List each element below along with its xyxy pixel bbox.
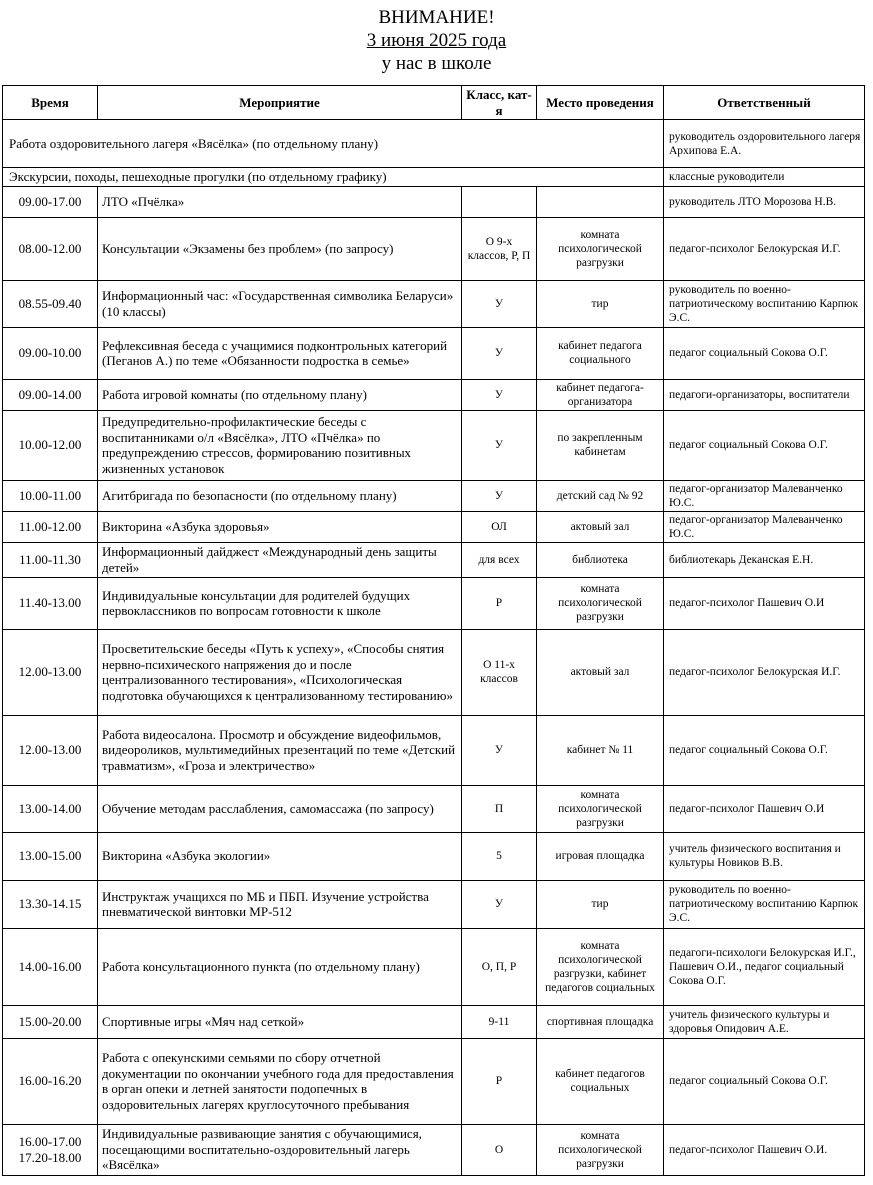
responsible-cell: педагог-психолог Пашевич О.И bbox=[664, 785, 865, 832]
class-cell: У bbox=[462, 480, 537, 511]
table-row bbox=[3, 280, 865, 327]
column-header-event: Мероприятие bbox=[98, 86, 462, 120]
place-cell: актовый зал bbox=[537, 511, 664, 542]
table-row bbox=[3, 928, 865, 1005]
responsible-cell: учитель физического культуры и здоровья Опидович А.Е. bbox=[664, 1005, 865, 1038]
time-cell: 13.00-15.00 bbox=[3, 832, 98, 880]
table-row bbox=[3, 785, 865, 832]
event-cell: Просветительские беседы «Путь к успеху», «Способы снятия нервно-психического напряжения до и после централизованного тестирования», «Психологическая подготовка обучающихся к централизованному тестированию» bbox=[98, 629, 462, 715]
full-row-text: Работа оздоровительного лагеря «Вясёлка» (по отдельному плану) bbox=[3, 120, 664, 168]
event-cell: Инструктаж учащихся по МБ и ПБП. Изучение устройства пневматической винтовки МР-512 bbox=[98, 880, 462, 928]
place-cell: комната психологической разгрузки bbox=[537, 785, 664, 832]
table-row bbox=[3, 880, 865, 928]
responsible-cell: педагог социальный Сокова О.Г. bbox=[664, 715, 865, 785]
event-date: 3 июня 2025 года bbox=[366, 30, 507, 51]
table-row bbox=[3, 327, 865, 379]
class-cell: для всех bbox=[462, 542, 537, 577]
page-subtitle: у нас в школе bbox=[381, 53, 492, 74]
event-cell: Предупредительно-профилактические беседы с воспитанниками о/л «Вясёлка», ЛТО «Пчёлка» по предупреждению стрессов, формированию позитивных жизненных установок bbox=[98, 410, 462, 480]
place-cell: актовый зал bbox=[537, 629, 664, 715]
schedule-table bbox=[2, 85, 865, 1176]
time-cell: 13.30-14.15 bbox=[3, 880, 98, 928]
class-cell: О 9-х классов, Р, П bbox=[462, 217, 537, 280]
time-cell: 16.00-17.00 17.20-18.00 bbox=[3, 1124, 98, 1175]
class-cell: У bbox=[462, 880, 537, 928]
table-row bbox=[3, 629, 865, 715]
responsible-cell: руководитель по военно-патриотическому воспитанию Карпюк Э.С. bbox=[664, 880, 865, 928]
responsible-cell: педагог-психолог Пашевич О.И bbox=[664, 577, 865, 629]
event-cell: Индивидуальные развивающие занятия с обучающимися, посещающими воспитательно-оздоровительный лагерь «Вясёлка» bbox=[98, 1124, 462, 1175]
table-row bbox=[3, 217, 865, 280]
time-cell: 09.00-14.00 bbox=[3, 379, 98, 410]
time-cell: 12.00-13.00 bbox=[3, 629, 98, 715]
class-cell: О 11-х классов bbox=[462, 629, 537, 715]
event-cell: Работа консультационного пункта (по отдельному плану) bbox=[98, 928, 462, 1005]
column-header-place: Место проведения bbox=[537, 86, 664, 120]
responsible-cell: педагог-психолог Белокурская И.Г. bbox=[664, 217, 865, 280]
table-row bbox=[3, 511, 865, 542]
place-cell: детский сад № 92 bbox=[537, 480, 664, 511]
responsible-cell: руководитель по военно-патриотическому воспитанию Карпюк Э.С. bbox=[664, 280, 865, 327]
event-cell: Индивидуальные консультации для родителей будущих первоклассников по вопросам готовности к школе bbox=[98, 577, 462, 629]
event-cell: Викторина «Азбука экологии» bbox=[98, 832, 462, 880]
time-cell: 08.55-09.40 bbox=[3, 280, 98, 327]
table-row bbox=[3, 186, 865, 217]
class-cell: О bbox=[462, 1124, 537, 1175]
full-row-text: Экскурсии, походы, пешеходные прогулки (по отдельному графику) bbox=[3, 168, 664, 187]
time-cell: 09.00-17.00 bbox=[3, 186, 98, 217]
time-cell: 08.00-12.00 bbox=[3, 217, 98, 280]
class-cell bbox=[462, 186, 537, 217]
table-row bbox=[3, 168, 865, 187]
responsible-cell: педагог социальный Сокова О.Г. bbox=[664, 1038, 865, 1124]
place-cell: кабинет педагога социального bbox=[537, 327, 664, 379]
place-cell: кабинет педагога-организатора bbox=[537, 379, 664, 410]
table-row bbox=[3, 577, 865, 629]
class-cell: 9-11 bbox=[462, 1005, 537, 1038]
table-row bbox=[3, 542, 865, 577]
place-cell: комната психологической разгрузки, кабинет педагогов социальных bbox=[537, 928, 664, 1005]
event-cell: Информационный дайджест «Международный день защиты детей» bbox=[98, 542, 462, 577]
event-cell: Работа игровой комнаты (по отдельному плану) bbox=[98, 379, 462, 410]
event-cell: Консультации «Экзамены без проблем» (по запросу) bbox=[98, 217, 462, 280]
place-cell: тир bbox=[537, 280, 664, 327]
table-row bbox=[3, 1038, 865, 1124]
responsible-cell: педагог социальный Сокова О.Г. bbox=[664, 410, 865, 480]
time-cell: 16.00-16.20 bbox=[3, 1038, 98, 1124]
responsible-cell: педагоги-психологи Белокурская И.Г., Пашевич О.И., педагог социальный Сокова О.Г. bbox=[664, 928, 865, 1005]
place-cell: игровая площадка bbox=[537, 832, 664, 880]
place-cell: по закрепленным кабинетам bbox=[537, 410, 664, 480]
time-cell: 14.00-16.00 bbox=[3, 928, 98, 1005]
place-cell: кабинет № 11 bbox=[537, 715, 664, 785]
event-cell: Обучение методам расслабления, самомассажа (по запросу) bbox=[98, 785, 462, 832]
table-row bbox=[3, 1005, 865, 1038]
time-cell: 10.00-12.00 bbox=[3, 410, 98, 480]
class-cell: Р bbox=[462, 577, 537, 629]
class-cell: 5 bbox=[462, 832, 537, 880]
place-cell: тир bbox=[537, 880, 664, 928]
responsible-cell: библиотекарь Деканская Е.Н. bbox=[664, 542, 865, 577]
place-cell bbox=[537, 186, 664, 217]
table-row bbox=[3, 1124, 865, 1175]
class-cell: У bbox=[462, 280, 537, 327]
time-cell: 15.00-20.00 bbox=[3, 1005, 98, 1038]
responsible-cell: педагог-организатор Малеванченко Ю.С. bbox=[664, 511, 865, 542]
column-header-class: Класс, кат-я bbox=[462, 86, 537, 120]
event-cell: Агитбригада по безопасности (по отдельному плану) bbox=[98, 480, 462, 511]
column-header-time: Время bbox=[3, 86, 98, 120]
time-cell: 11.00-11.30 bbox=[3, 542, 98, 577]
event-cell: Работа видеосалона. Просмотр и обсуждение видеофильмов, видеороликов, мультимедийных презентаций по теме «Детский травматизм», «Гроза и электричество» bbox=[98, 715, 462, 785]
responsible-cell: руководитель оздоровительного лагеря Архипова Е.А. bbox=[664, 120, 865, 168]
class-cell: У bbox=[462, 379, 537, 410]
class-cell: П bbox=[462, 785, 537, 832]
table-row bbox=[3, 480, 865, 511]
place-cell: комната психологической разгрузки bbox=[537, 577, 664, 629]
page-header bbox=[0, 0, 873, 75]
time-cell: 10.00-11.00 bbox=[3, 480, 98, 511]
event-cell: Информационный час: «Государственная символика Беларуси» (10 классы) bbox=[98, 280, 462, 327]
place-cell: спортивная площадка bbox=[537, 1005, 664, 1038]
table-row bbox=[3, 410, 865, 480]
event-cell: Спортивные игры «Мяч над сеткой» bbox=[98, 1005, 462, 1038]
class-cell: У bbox=[462, 410, 537, 480]
responsible-cell: педагоги-организаторы, воспитатели bbox=[664, 379, 865, 410]
table-row bbox=[3, 379, 865, 410]
column-header-responsible: Ответственный bbox=[664, 86, 865, 120]
time-cell: 11.40-13.00 bbox=[3, 577, 98, 629]
class-cell: ОЛ bbox=[462, 511, 537, 542]
place-cell: комната психологической разгрузки bbox=[537, 1124, 664, 1175]
class-cell: У bbox=[462, 715, 537, 785]
table-row bbox=[3, 715, 865, 785]
responsible-cell: учитель физического воспитания и культуры Новиков В.В. bbox=[664, 832, 865, 880]
table-row bbox=[3, 120, 865, 168]
responsible-cell: педагог-психолог Пашевич О.И. bbox=[664, 1124, 865, 1175]
event-cell: Рефлексивная беседа с учащимися подконтрольных категорий (Пеганов А.) по теме «Обязанности подростка в семье» bbox=[98, 327, 462, 379]
attention-title: ВНИМАНИЕ! bbox=[378, 7, 495, 28]
responsible-cell: руководитель ЛТО Морозова Н.В. bbox=[664, 186, 865, 217]
place-cell: библиотека bbox=[537, 542, 664, 577]
responsible-cell: педагог-психолог Белокурская И.Г. bbox=[664, 629, 865, 715]
responsible-cell: педагог-организатор Малеванченко Ю.С. bbox=[664, 480, 865, 511]
place-cell: комната психологической разгрузки bbox=[537, 217, 664, 280]
table-header-row bbox=[3, 86, 865, 120]
class-cell: Р bbox=[462, 1038, 537, 1124]
responsible-cell: классные руководители bbox=[664, 168, 865, 187]
time-cell: 09.00-10.00 bbox=[3, 327, 98, 379]
time-cell: 13.00-14.00 bbox=[3, 785, 98, 832]
time-cell: 12.00-13.00 bbox=[3, 715, 98, 785]
event-cell: Работа с опекунскими семьями по сбору отчетной документации по окончании учебного года для предоставления в орган опеки и летней занятости подопечных в оздоровительных лагерях круглосуточного пребывания bbox=[98, 1038, 462, 1124]
event-cell: ЛТО «Пчёлка» bbox=[98, 186, 462, 217]
table-row bbox=[3, 832, 865, 880]
place-cell: кабинет педагогов социальных bbox=[537, 1038, 664, 1124]
responsible-cell: педагог социальный Сокова О.Г. bbox=[664, 327, 865, 379]
event-cell: Викторина «Азбука здоровья» bbox=[98, 511, 462, 542]
time-cell: 11.00-12.00 bbox=[3, 511, 98, 542]
class-cell: У bbox=[462, 327, 537, 379]
class-cell: О, П, Р bbox=[462, 928, 537, 1005]
